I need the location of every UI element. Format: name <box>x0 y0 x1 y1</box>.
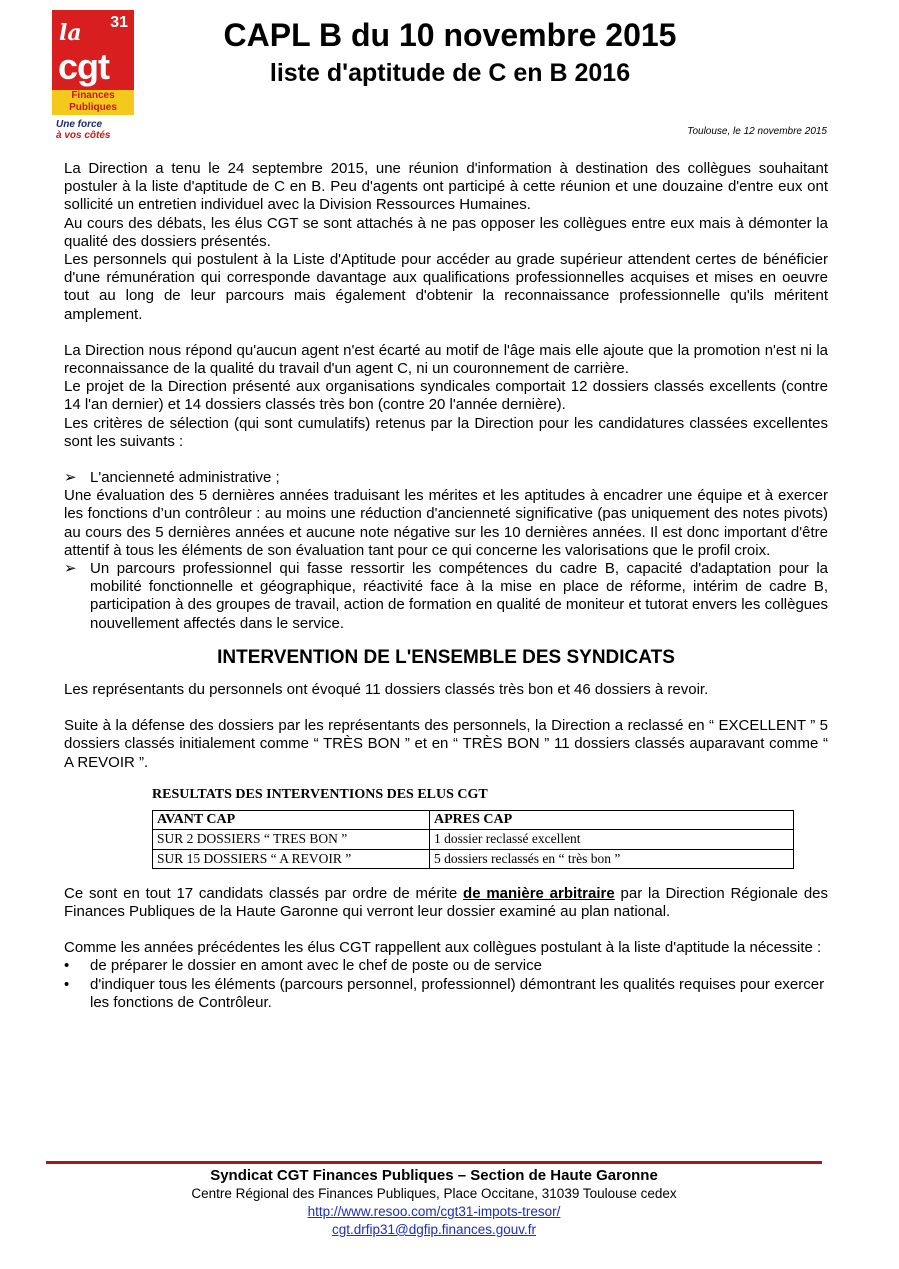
list-item-text: d'indiquer tous les éléments (parcours personnel, professionnel) démontrant les qualités requises pour exercer les fonctions de Contrôleur. <box>90 975 825 1011</box>
list-item <box>64 957 828 975</box>
table-header-row <box>153 811 794 830</box>
footer-website-link[interactable]: http://www.resoo.com/cgt31-impots-tresor/ <box>307 1204 561 1219</box>
intro-paragraph-2: Au cours des débats, les élus CGT se sont attachés à ne pas opposer les collègues entre eux mais à démonter la qualité des dossiers présentés. <box>64 214 828 250</box>
table-cell: SUR 2 DOSSIERS “ TRES BON ” <box>153 830 430 849</box>
cgt-logo <box>52 10 134 115</box>
table-row <box>153 849 794 868</box>
table-row <box>153 830 794 849</box>
footer <box>46 1167 822 1239</box>
criteria-item-2: Un parcours professionnel qui fasse ressortir les compétences du cadre B, capacité d'adaptation pour la mobilité fonctionnelle et géographique, réactivité face à la mise en place de réforme, intérim de cadre B, participation à des groupes de travail, action de formation en qualité de moniteur et tutorat envers les collègues nouvellement affectés dans le service. <box>90 560 828 632</box>
list-item-text: de préparer le dossier en amont avec le chef de poste ou de service <box>90 957 542 975</box>
table-header-cell: APRES CAP <box>430 811 794 830</box>
conclusion-part-2: par la Direction Régionale des Finances Publiques de la Haute Garonne qui verront leur dossier examiné au plan national. <box>64 884 829 920</box>
logo-cgt-text: cgt <box>58 46 109 87</box>
logo-band-line1: Finances <box>71 90 115 101</box>
tagline-line2: à vos côtés <box>56 130 111 141</box>
page-title: CAPL B du 10 novembre 2015 <box>223 17 677 53</box>
tagline-line1: Une force <box>56 119 103 130</box>
intro-paragraph-1: La Direction a tenu le 24 septembre 2015, une réunion d'information à destination des collègues souhaitant postuler à la liste d'aptitude de C en B. Peu d'agents ont participé à cette réunion et une douzaine d'entre eux ont sollicité un entretien individuel avec la Division Ressources Humaines. <box>64 160 828 214</box>
bullet-icon: • <box>64 957 70 975</box>
reminder-paragraph: Comme les années précédentes les élus CGT rappellent aux collègues postulant à la liste d'aptitude la nécessite : <box>64 939 822 957</box>
results-table-block <box>152 786 794 869</box>
arrow-bullet-icon: ➢ <box>64 469 77 487</box>
direction-paragraph-3: Les critères de sélection (qui sont cumulatifs) retenus par la Direction pour les candidatures classées excellentes sont les suivants : <box>64 414 828 450</box>
bullet-icon: • <box>64 975 70 993</box>
criteria-evaluation-paragraph: Une évaluation des 5 dernières années traduisant les mérites et les aptitudes à encadrer une équipe et à exercer les fonctions d’un contrôleur : au moins une réduction d'ancienneté significative (pas uniquement des notes pivots) au cours des 5 dernières années et aucune note négative sur les 10 dernières années. Il est donc important d'être attentif à tous les éléments de son évaluation tant pour ce qui concerne les valorisations que le profil croix. <box>64 487 828 559</box>
conclusion-paragraph <box>64 885 828 921</box>
criteria-item <box>64 560 828 633</box>
table-header-cell: AVANT CAP <box>153 811 430 830</box>
conclusion-part-1: Ce sont en tout 17 candidats classés par ordre de mérite <box>64 884 464 902</box>
page-subtitle: liste d'aptitude de C en B 2016 <box>269 59 631 87</box>
emphasis-text: de manière arbitraire <box>463 884 615 902</box>
logo-la-text: la <box>59 20 82 46</box>
results-table <box>152 810 794 869</box>
table-cell: 1 dossier reclassé excellent <box>430 830 794 849</box>
document-body <box>64 160 828 1012</box>
logo-tagline <box>56 119 136 141</box>
criteria-item-1: L'ancienneté administrative ; <box>90 469 280 487</box>
document-date: Toulouse, le 12 novembre 2015 <box>687 126 827 137</box>
footer-divider <box>46 1161 822 1164</box>
footer-address: Centre Régional des Finances Publiques, Place Occitane, 31039 Toulouse cedex <box>191 1186 677 1201</box>
list-item <box>64 976 828 1012</box>
intervention-paragraph-1: Les représentants du personnels ont évoqué 11 dossiers classés très bon et 46 dossiers à revoir. <box>64 681 709 699</box>
arrow-bullet-icon: ➢ <box>64 560 77 578</box>
direction-paragraph-2: Le projet de la Direction présenté aux organisations syndicales comportait 12 dossiers classés excellents (contre 14 l'an dernier) et 14 dossiers classés très bon (contre 20 l'année dernière). <box>64 378 828 414</box>
direction-paragraph-1: La Direction nous répond qu'aucun agent n'est écarté au motif de l'âge mais elle ajoute que la promotion n'est ni la reconnaissance de la qualité du travail d'un agent C, ni un couronnement de carrière. <box>64 341 828 378</box>
footer-organization: Syndicat CGT Finances Publiques – Section de Haute Garonne <box>210 1167 658 1184</box>
criteria-item <box>64 469 828 487</box>
intervention-paragraph-2: Suite à la défense des dossiers par les représentants des personnels, la Direction a reclassé en “ EXCELLENT ” 5 dossiers classés initialement comme “ TRÈS BON ” et en “ TRÈS BON ” 11 dossiers classés auparavant comme “ A REVOIR ”. <box>64 717 828 771</box>
results-table-title: RESULTATS DES INTERVENTIONS DES ELUS CGT <box>152 786 488 802</box>
intro-paragraph-3: Les personnels qui postulent à la Liste d'Aptitude pour accéder au grade supérieur attendent certes de bénéficier d'une rémunération qui corresponde davantage aux qualifications professionnelles acquises et mises en oeuvre tout au long de leur parcours mais également d'obtenir la reconnaissance professionnelle qu'ils méritent amplement. <box>64 251 828 323</box>
logo-band <box>52 90 134 115</box>
section-heading: INTERVENTION DE L'ENSEMBLE DES SYNDICATS <box>217 646 675 668</box>
footer-email-link[interactable]: cgt.drfip31@dgfip.finances.gouv.fr <box>331 1222 537 1237</box>
logo-number: 31 <box>110 14 128 31</box>
table-cell: SUR 15 DOSSIERS “ A REVOIR ” <box>153 849 430 868</box>
table-cell: 5 dossiers reclassés en “ très bon ” <box>430 849 794 868</box>
logo-band-line2: Publiques <box>69 102 117 113</box>
